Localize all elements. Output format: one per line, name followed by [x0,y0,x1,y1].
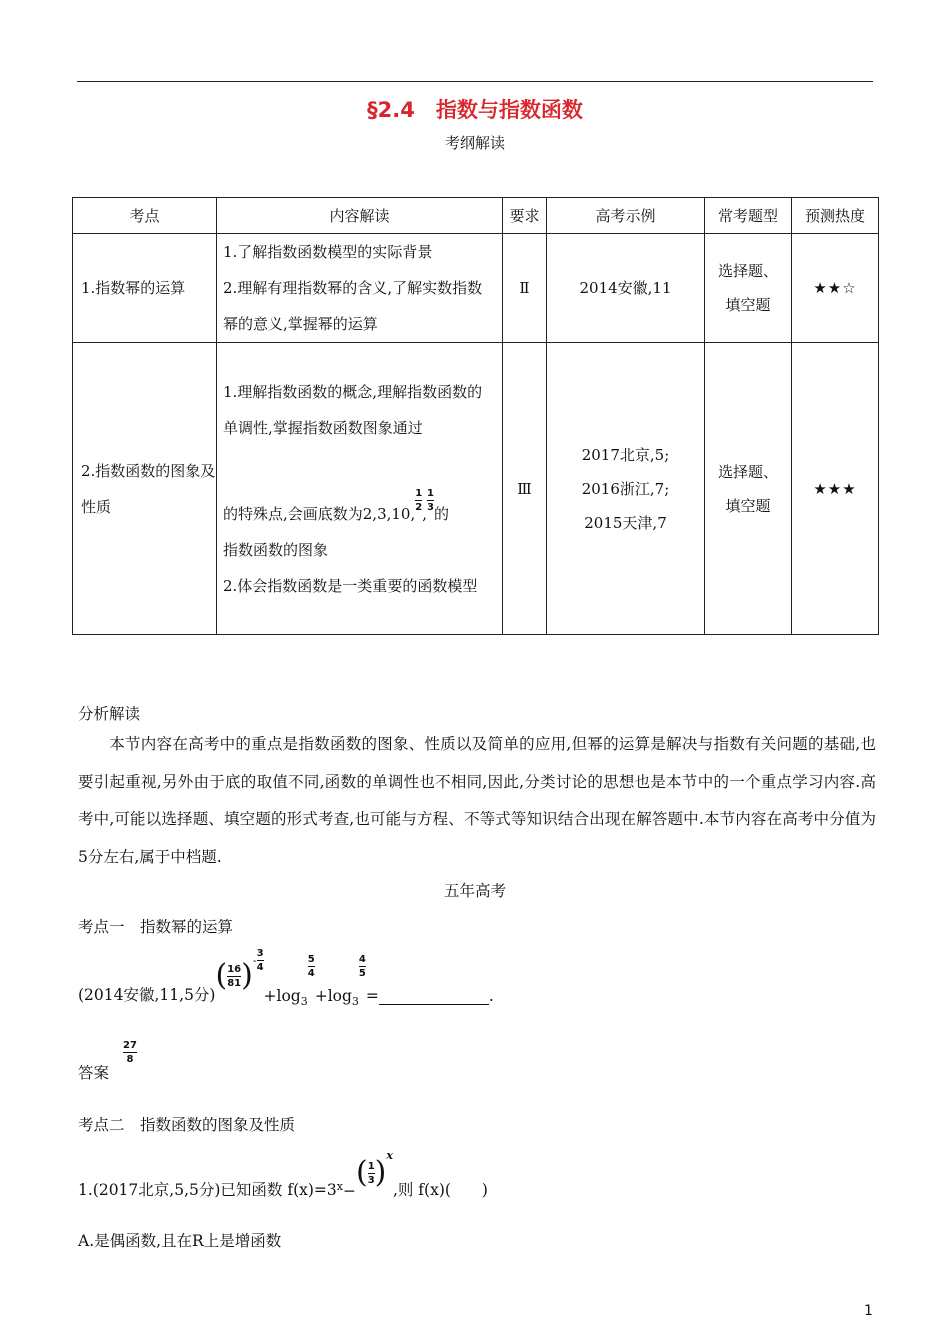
question-source: (2014安徽,11,5分) [78,986,216,1004]
content-line: 2.体会指数函数是一类重要的函数模型 [223,576,478,595]
exponent-x: x [336,1180,343,1193]
content-line: 指数函数的图象 [223,540,329,559]
content-line: 1.了解指数函数模型的实际背景 [223,243,433,261]
log-base: 3 [300,995,308,1008]
col-header: 高考示例 [547,198,705,234]
section-title: §2.4 指数与指数函数 [367,98,583,122]
syllabus-table [72,197,879,635]
content-line: 的特殊点,会画底数为2,3,10, $\frac{1}{2}$ , $\frac{1}{3}$ 的 [223,488,449,523]
answer-fraction [123,1040,137,1065]
analysis-heading: 分析解读 [78,705,141,723]
fraction-denominator: 2 [415,502,423,513]
log-base: 3 [351,995,359,1008]
equals-sign: = [365,987,379,1005]
analysis-paragraph [78,726,876,876]
question-text: ,则 f(x)( ) [392,1181,488,1199]
option-a: A.是偶函数,且在R上是增函数 [78,1232,282,1250]
example-line: 2015天津,7 [584,513,667,532]
table-row [73,343,879,635]
left-paren: ( [355,1155,368,1190]
content-cell [217,343,503,635]
power-expression [355,1148,393,1190]
content-cell [217,234,503,343]
topic-cell: 1.指数幂的运算 [73,234,217,343]
fraction-denominator: 4 [256,961,264,973]
answer-row [78,1038,137,1083]
right-paren: ) [241,958,253,993]
section-subtitle: 考纲解读 [444,134,505,152]
topic-cell: 2.指数函数的图象及性质 [73,343,217,635]
col-header: 考点 [73,198,217,234]
table-header-row [73,198,879,234]
col-header: 内容解读 [217,198,503,234]
fraction-numerator: 1 [367,1160,375,1172]
fraction-denominator: 8 [126,1054,134,1065]
example-line: 2016浙江,7; [581,479,670,498]
types-cell [705,343,792,635]
heat-rating: ★★★ [792,343,879,635]
fraction-denominator: 81 [227,977,242,989]
content-text: 的特殊点,会画底数为2,3,10, [223,504,416,523]
level-cell: Ⅲ [503,343,547,635]
fraction-numerator: 5 [307,954,315,965]
type-line: 填空题 [725,296,771,314]
period: . [488,987,494,1005]
header-rule [77,81,873,82]
question-text: 1.(2017北京,5,5分)已知函数 f(x)=3 [78,1181,337,1199]
type-line: 选择题、 [717,462,778,481]
fraction-numerator: 16 [227,963,242,975]
col-header: 要求 [503,198,547,234]
content-line: 1.理解指数函数的概念,理解指数函数的单调性,掌握指数函数图象通过 [223,382,483,437]
fraction-numerator: 3 [256,947,264,959]
answer-label: 答案 [78,1064,110,1082]
fraction-numerator: 1 [415,488,423,499]
exponent-x: x [386,1148,393,1162]
fraction-numerator: 27 [123,1040,137,1051]
table-row [73,234,879,343]
fraction-numerator: 4 [358,954,366,965]
fraction-denominator: 3 [427,502,434,513]
exponent [253,948,264,973]
question-1 [78,947,494,1008]
type-line: 填空题 [725,496,771,515]
analysis-body: 本节内容在高考中的重点是指数函数的图象、性质以及简单的应用,但幂的运算是解决与指数有关问题的基础,也要引起重视,另外由于底的取值不同,函数的单调性也不相同,因此,分类讨论的思想也是本节中的一个重点学习内容.高考中,可能以选择题、填空题的形式考查,也可能与方程、不等式等知识结合出现在解答题中.本节内容在高考中分值为5分左右,属于中档题. [78,735,876,866]
minus-sign: − [342,1182,356,1200]
fraction-1-3 [368,1161,375,1186]
power-expression [215,947,264,993]
five-years-heading: 五年高考 [443,882,506,900]
fraction-3-4 [257,948,264,973]
col-header: 预测热度 [792,198,879,234]
topic-two-heading: 考点二 指数函数的图象及性质 [78,1116,296,1134]
left-paren: ( [215,958,228,993]
fraction-4-5 [359,954,366,979]
content-line: 2.理解有理指数幂的含义,了解实数指数幂的意义,掌握幂的运算 [223,279,483,333]
content-text: 的 [433,504,449,523]
answer-blank [379,990,489,1005]
fraction-denominator: 4 [307,968,315,979]
topic-one-heading: 考点一 指数幂的运算 [78,918,234,936]
level-cell: Ⅱ [503,234,547,343]
log-term-b: +log [314,987,352,1005]
right-paren: ) [374,1155,387,1190]
exponent-sign: - [252,953,257,967]
page-number: 1 [864,1303,873,1319]
fraction-denominator: 3 [367,1174,375,1186]
question-2 [78,1150,488,1200]
example-line: 2014安徽,11 [579,279,672,297]
col-header: 常考题型 [705,198,792,234]
fraction-one-third [427,488,434,513]
heat-rating: ★★☆ [792,234,879,343]
examples-cell [547,343,705,635]
type-line: 选择题、 [717,262,778,280]
fraction-one-half [415,488,422,513]
fraction-16-81 [227,964,241,989]
examples-cell [547,234,705,343]
fraction-numerator: 1 [427,488,434,499]
fraction-5-4 [308,954,315,979]
fraction-denominator: 5 [358,968,366,979]
log-term-a: +log [263,987,301,1005]
example-line: 2017北京,5; [581,445,670,464]
types-cell [705,234,792,343]
